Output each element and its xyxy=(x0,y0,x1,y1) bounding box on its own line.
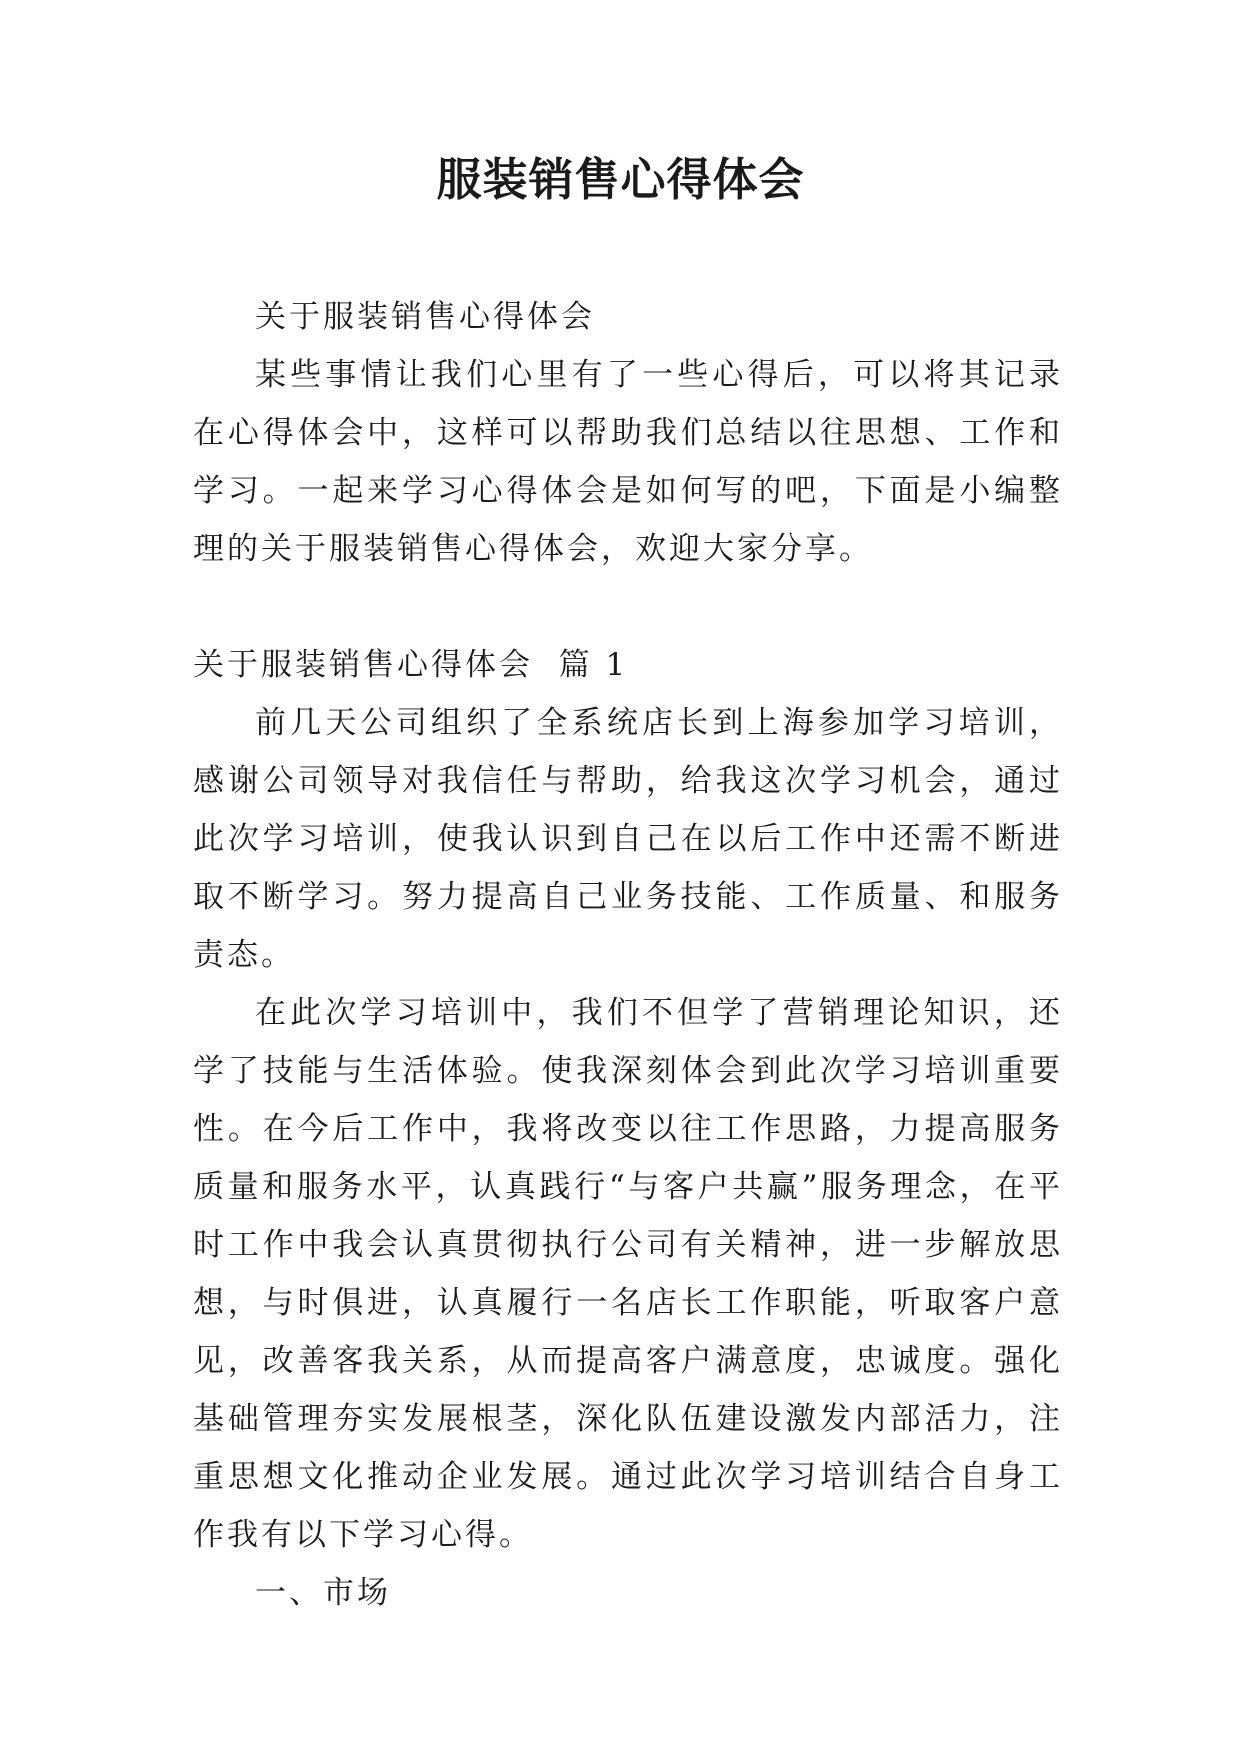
intro-subtitle: 关于服装销售心得体会 xyxy=(255,299,595,335)
section-paragraph-1: 前几天公司组织了全系统店长到上海参加学习培训，感谢公司领导对我信任与帮助，给我这次学习机会，通过此次学习培训，使我认识到自己在以后工作中还需不断进取不断学习。努力提高自己业务技能、工作质量、和服务责态。 xyxy=(193,705,1063,973)
section-heading: 关于服装销售心得体会 篇 1 xyxy=(193,647,629,683)
document-body xyxy=(193,288,1063,1622)
section-paragraph-2: 在此次学习培训中，我们不但学了营销理论知识，还学了技能与生活体验。使我深刻体会到此次学习培训重要性。在今后工作中，我将改变以往工作思路，力提高服务质量和服务水平，认真践行“与客户共赢”服务理念，在平时工作中我会认真贯彻执行公司有关精神，进一步解放思想，与时俱进，认真履行一名店长工作职能，听取客户意见，改善客我关系，从而提高客户满意度，忠诚度。强化基础管理夯实发展根茎，深化队伍建设激发内部活力，注重思想文化推动企业发展。通过此次学习培训结合自身工作我有以下学习心得。 xyxy=(193,995,1063,1553)
document-title: 服装销售心得体会 xyxy=(436,153,805,206)
section-subheading: 一、市场 xyxy=(255,1575,391,1611)
section-spacer xyxy=(193,578,1063,636)
intro-paragraph: 某些事情让我们心里有了一些心得后，可以将其记录在心得体会中，这样可以帮助我们总结以往思想、工作和学习。一起来学习心得体会是如何写的吧，下面是小编整理的关于服装销售心得体会，欢迎大家分享。 xyxy=(193,357,1063,567)
